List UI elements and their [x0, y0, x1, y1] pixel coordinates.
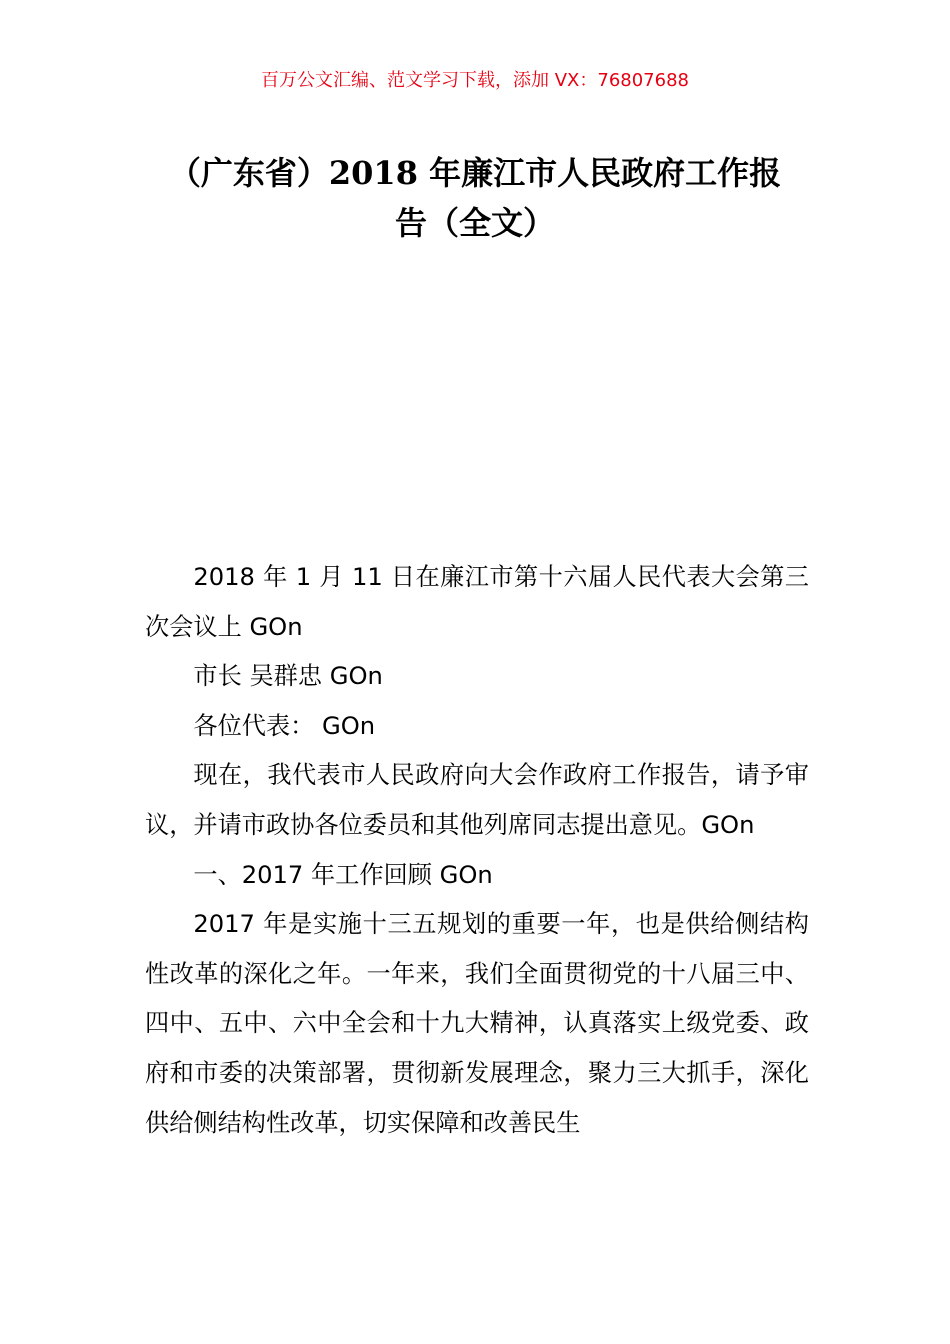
document-title: [130, 148, 820, 248]
header-watermark-note: 百万公文汇编、范文学习下载，添加 VX：76807688: [261, 70, 689, 91]
paragraph-review: 2017 年是实施十三五规划的重要一年，也是供给侧结构性改革的深化之年。一年来，我们全面贯彻党的十八届三中、四中、五中、六中全会和十九大精神，认真落实上级党委、政府和市委的决策部署，贯彻新发展理念，聚力三大抓手，深化供给侧结构性改革，切实保障和改善民生: [145, 910, 809, 1137]
paragraph-intro: 现在，我代表市人民政府向大会作政府工作报告，请予审议，并请市政协各位委员和其他列席同志提出意见。GOn: [145, 761, 809, 839]
paragraph-speaker: 市长 吴群忠 GOn: [193, 662, 383, 691]
title-line-2: 告（全文）: [394, 204, 555, 242]
paragraph-meeting-info: 2018 年 1 月 11 日在廉江市第十六届人民代表大会第三次会议上 GOn: [145, 563, 809, 641]
document-body: [145, 553, 809, 1148]
section-heading: 一、2017 年工作回顾 GOn: [193, 860, 493, 889]
paragraph-salutation: 各位代表： GOn: [193, 711, 376, 740]
title-line-1: （广东省）2018 年廉江市人民政府工作报: [168, 154, 782, 192]
